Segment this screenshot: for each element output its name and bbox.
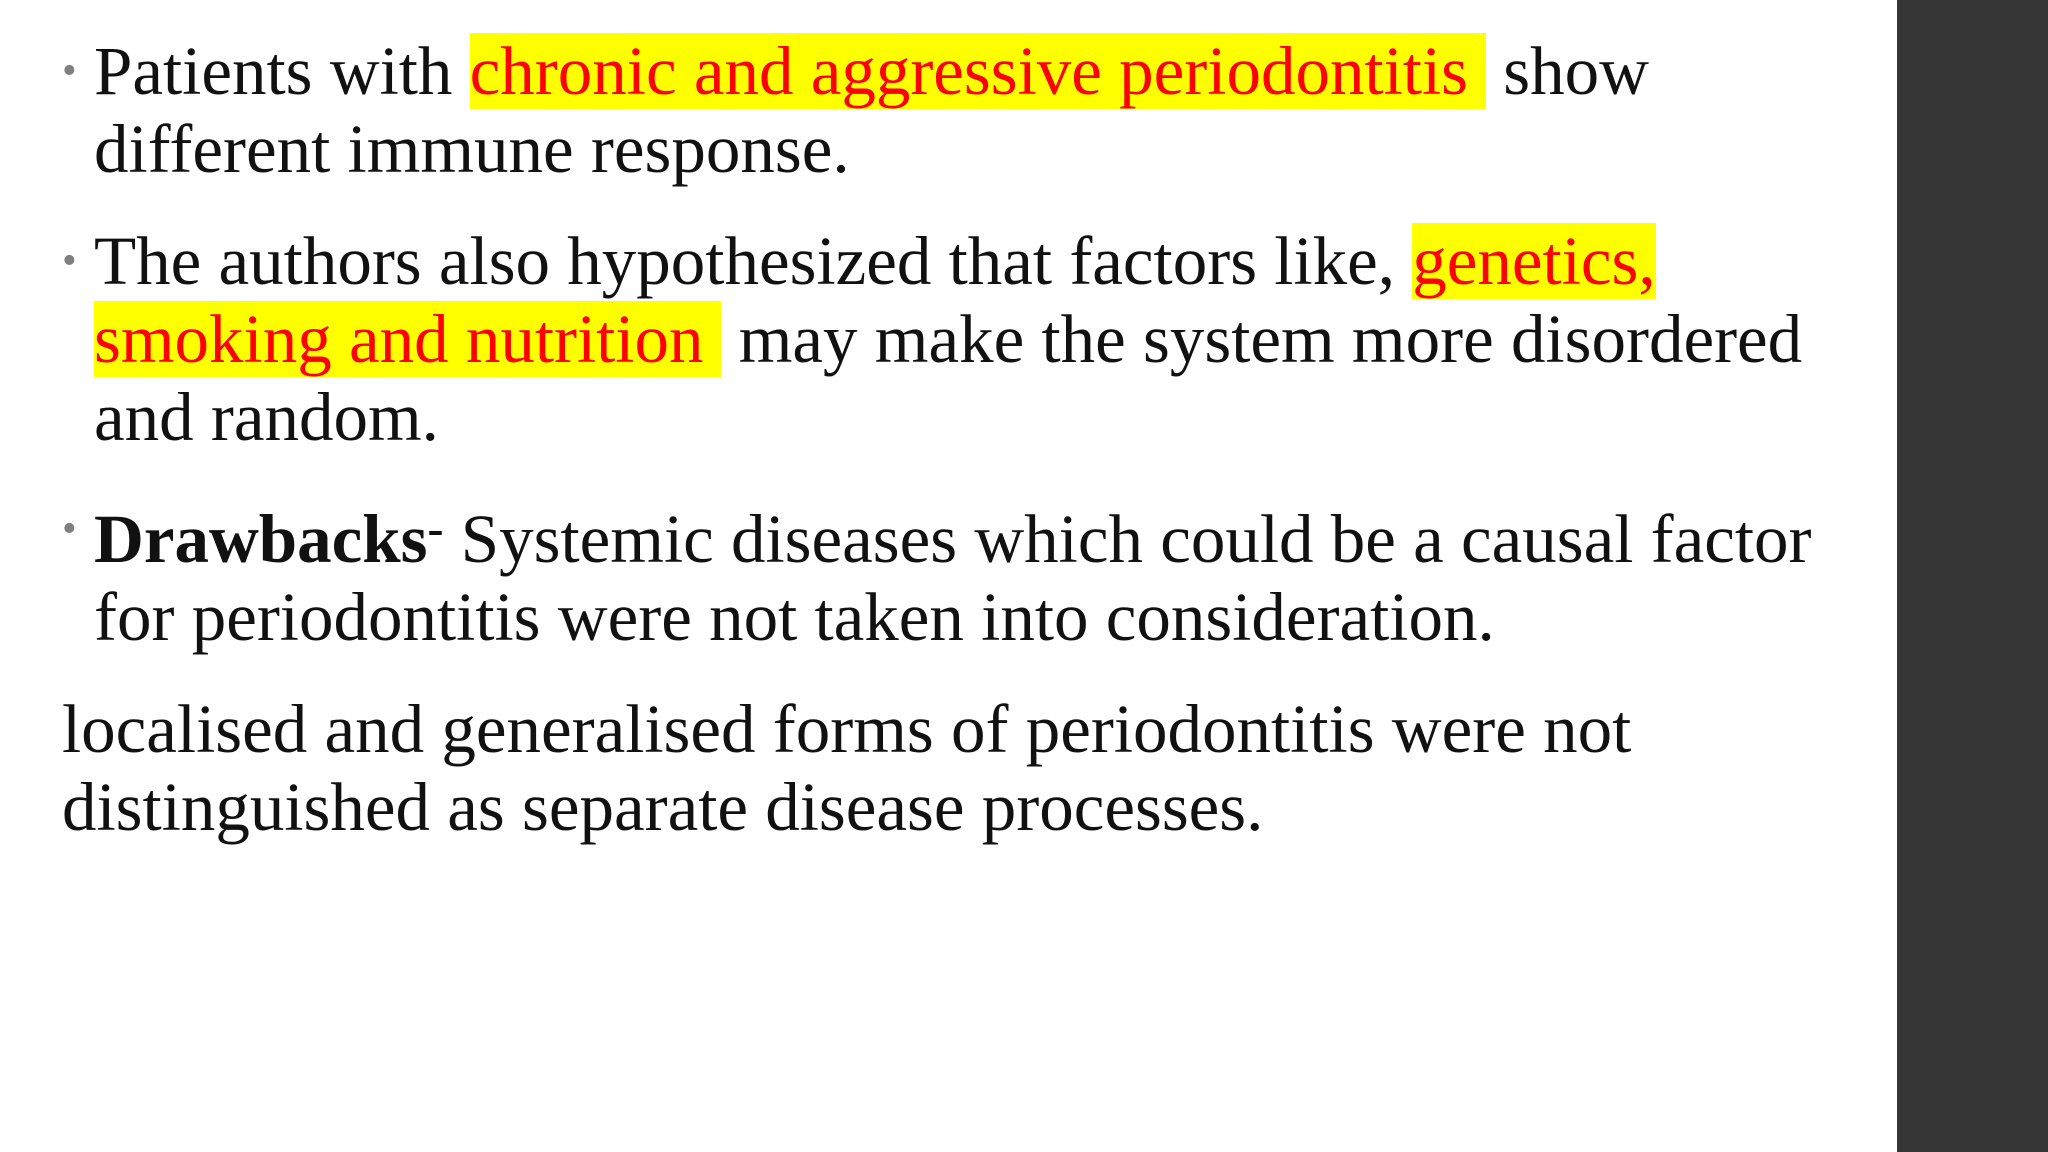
bullet-text-post: show different immune response. — [94, 33, 1649, 187]
bullet-item-factors — [62, 222, 1862, 456]
bullet-item-immune-response — [62, 32, 1862, 188]
bullet-text-post: may make the system more disordered and random. — [94, 301, 1803, 455]
highlighted-text: chronic and aggressive periodontitis — [470, 33, 1486, 109]
bullet-text-pre: Patients with — [94, 33, 470, 109]
slide-content — [62, 32, 1862, 846]
bullet-dot-icon: • — [62, 506, 77, 552]
drawbacks-dash: - — [427, 502, 444, 555]
bullet-text-post: Systemic diseases which could be a causal factor for periodontitis were not taken into consideration. — [94, 501, 1812, 655]
bullet-dot-icon: • — [62, 238, 77, 284]
closing-paragraph: localised and generalised forms of periodontitis were not distinguished as separate disease processes. — [62, 691, 1632, 845]
bullet-dot-icon: • — [62, 48, 77, 94]
side-band — [1897, 0, 2048, 1152]
drawbacks-label: Drawbacks — [94, 501, 428, 577]
bullet-text-pre: The authors also hypothesized that factors like, — [94, 223, 1413, 299]
bullet-item-drawbacks — [62, 490, 1862, 656]
highlighted-text: genetics, smoking and nutrition — [94, 223, 1656, 377]
